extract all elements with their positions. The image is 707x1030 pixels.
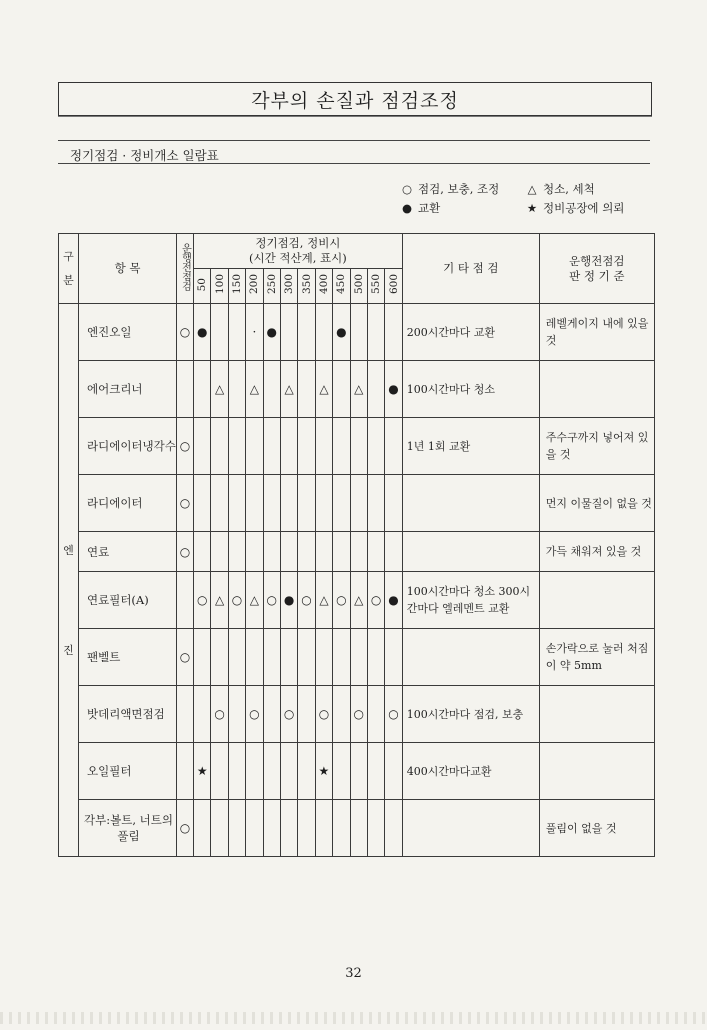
interval-mark-cell <box>194 475 211 532</box>
table-row <box>59 532 655 572</box>
legend-item: ★ 정비공장에 의뢰 <box>525 199 624 218</box>
legend-item: ○ 점검, 보충, 조정 <box>400 180 525 199</box>
interval-mark-cell <box>298 418 315 475</box>
interval-mark-cell <box>367 800 384 857</box>
interval-mark-cell <box>228 743 245 800</box>
category-engine: 엔 진 <box>59 304 79 857</box>
hour-header-cell: 600 <box>385 269 402 304</box>
interval-mark-cell <box>385 475 402 532</box>
interval-mark-cell <box>194 686 211 743</box>
interval-mark-cell: △ <box>350 361 367 418</box>
divider-bottom <box>58 163 650 164</box>
criteria-cell: 주수구까지 넣어져 있을 것 <box>539 418 654 475</box>
interval-mark-cell <box>280 532 297 572</box>
interval-mark-cell: ● <box>280 572 297 629</box>
item-cell: 각부:볼트, 너트의 풀림 <box>79 800 177 857</box>
interval-mark-cell: △ <box>211 572 228 629</box>
hour-header-cell: 350 <box>298 269 315 304</box>
interval-mark-cell <box>298 361 315 418</box>
interval-mark-cell <box>211 629 228 686</box>
table-row <box>59 686 655 743</box>
gubun-header: 구 분 <box>59 234 79 304</box>
interval-mark-cell <box>263 418 280 475</box>
interval-mark-cell: ○ <box>298 572 315 629</box>
table-row <box>59 629 655 686</box>
interval-mark-cell <box>367 361 384 418</box>
interval-mark-cell <box>228 686 245 743</box>
interval-mark-cell <box>333 629 350 686</box>
interval-mark-cell <box>228 304 245 361</box>
interval-mark-cell: △ <box>350 572 367 629</box>
interval-mark-cell <box>228 361 245 418</box>
interval-mark-cell <box>298 629 315 686</box>
triangle-icon: △ <box>527 182 537 196</box>
interval-mark-cell <box>367 418 384 475</box>
interval-mark-cell <box>228 629 245 686</box>
interval-mark-cell <box>367 532 384 572</box>
interval-mark-cell <box>246 418 263 475</box>
interval-mark-cell: ● <box>385 361 402 418</box>
interval-mark-cell: ○ <box>385 686 402 743</box>
interval-mark-cell <box>211 304 228 361</box>
interval-mark-cell <box>228 800 245 857</box>
interval-mark-cell <box>350 629 367 686</box>
interval-mark-cell: ○ <box>367 572 384 629</box>
interval-mark-cell: ★ <box>194 743 211 800</box>
interval-mark-cell <box>280 475 297 532</box>
other-check-cell <box>402 629 539 686</box>
item-cell: 팬벨트 <box>79 629 177 686</box>
hour-header-cell: 400 <box>315 269 332 304</box>
interval-mark-cell <box>228 418 245 475</box>
interval-mark-cell: ○ <box>246 686 263 743</box>
legend-item: △ 청소, 세척 <box>525 180 595 199</box>
interval-mark-cell: ● <box>263 304 280 361</box>
interval-mark-cell <box>228 475 245 532</box>
interval-mark-cell <box>194 532 211 572</box>
interval-mark-cell: ○ <box>228 572 245 629</box>
item-cell: 연료필터(A) <box>79 572 177 629</box>
table-row <box>59 800 655 857</box>
interval-mark-cell <box>333 743 350 800</box>
legend <box>400 180 650 218</box>
interval-mark-cell <box>315 800 332 857</box>
interval-mark-cell <box>263 361 280 418</box>
section-subtitle: 정기점검 · 정비개소 일람표 <box>70 148 219 163</box>
divider-top <box>58 140 650 141</box>
item-cell: 오일필터 <box>79 743 177 800</box>
interval-mark-cell <box>367 475 384 532</box>
other-check-cell: 1년 1회 교환 <box>402 418 539 475</box>
interval-mark-cell <box>315 418 332 475</box>
interval-mark-cell <box>298 743 315 800</box>
criteria-cell <box>539 361 654 418</box>
interval-mark-cell: ○ <box>211 686 228 743</box>
interval-mark-cell <box>315 532 332 572</box>
interval-mark-cell: ○ <box>333 572 350 629</box>
interval-mark-cell <box>228 532 245 572</box>
page-title: 각부의 손질과 점검조정 <box>251 89 459 112</box>
interval-mark-cell <box>263 743 280 800</box>
interval-mark-cell: △ <box>211 361 228 418</box>
interval-mark-cell <box>350 532 367 572</box>
criteria-cell: 손가락으로 눌러 처짐이 약 5mm <box>539 629 654 686</box>
interval-mark-cell <box>280 800 297 857</box>
interval-mark-cell <box>246 743 263 800</box>
interval-mark-cell <box>280 743 297 800</box>
other-check-cell <box>402 800 539 857</box>
hour-header-cell: 50 <box>194 269 211 304</box>
pre-op-cell: ○ <box>177 532 194 572</box>
interval-mark-cell <box>367 743 384 800</box>
interval-mark-cell <box>315 304 332 361</box>
hour-header-cell: 550 <box>367 269 384 304</box>
header-row <box>59 234 655 269</box>
interval-mark-cell <box>385 418 402 475</box>
interval-mark-cell <box>280 418 297 475</box>
criteria-cell <box>539 743 654 800</box>
inspection-table <box>58 233 655 857</box>
interval-mark-cell: ★ <box>315 743 332 800</box>
interval-mark-cell <box>263 629 280 686</box>
hour-header-cell: 150 <box>228 269 245 304</box>
item-cell: 밧데리액면점검 <box>79 686 177 743</box>
interval-mark-cell <box>194 361 211 418</box>
interval-mark-cell <box>246 475 263 532</box>
periodic-header: 정기점검, 정비시 (시간 적산계, 표시) <box>194 234 403 269</box>
interval-mark-cell: △ <box>315 572 332 629</box>
criteria-cell: 레벨게이지 내에 있을 것 <box>539 304 654 361</box>
interval-mark-cell: ○ <box>350 686 367 743</box>
interval-mark-cell: △ <box>246 572 263 629</box>
other-check-cell: 100시간마다 청소 300시간마다 엘레멘트 교환 <box>402 572 539 629</box>
other-check-cell: 100시간마다 점검, 보충 <box>402 686 539 743</box>
interval-mark-cell <box>333 361 350 418</box>
circle-icon: ○ <box>401 182 413 196</box>
pre-op-cell: ○ <box>177 418 194 475</box>
interval-mark-cell <box>263 686 280 743</box>
item-cell: 에어크리너 <box>79 361 177 418</box>
interval-mark-cell: △ <box>315 361 332 418</box>
hour-header-cell: 500 <box>350 269 367 304</box>
interval-mark-cell <box>385 800 402 857</box>
legend-item: ● 교환 <box>400 199 525 218</box>
interval-mark-cell <box>333 532 350 572</box>
other-check-cell: 200시간마다 교환 <box>402 304 539 361</box>
other-check-cell: 100시간마다 청소 <box>402 361 539 418</box>
filled-circle-icon: ● <box>401 201 413 215</box>
interval-mark-cell <box>385 629 402 686</box>
pre-op-cell: ○ <box>177 475 194 532</box>
interval-mark-cell <box>333 475 350 532</box>
pre-op-cell: ○ <box>177 800 194 857</box>
interval-mark-cell <box>385 304 402 361</box>
hour-header-cell: 200 <box>246 269 263 304</box>
other-header: 기 타 점 검 <box>402 234 539 304</box>
interval-mark-cell <box>333 686 350 743</box>
interval-mark-cell <box>263 532 280 572</box>
other-check-cell <box>402 475 539 532</box>
page-title-box <box>58 82 652 116</box>
criteria-cell: 풀림이 없을 것 <box>539 800 654 857</box>
interval-mark-cell <box>298 532 315 572</box>
criteria-cell: 가득 채워져 있을 것 <box>539 532 654 572</box>
interval-mark-cell <box>350 800 367 857</box>
star-icon: ★ <box>526 201 538 215</box>
table-row <box>59 475 655 532</box>
interval-mark-cell <box>298 304 315 361</box>
interval-mark-cell <box>367 629 384 686</box>
interval-mark-cell <box>211 475 228 532</box>
interval-mark-cell: ○ <box>315 686 332 743</box>
interval-mark-cell <box>385 743 402 800</box>
interval-mark-cell <box>194 800 211 857</box>
interval-mark-cell: · <box>246 304 263 361</box>
interval-mark-cell <box>315 475 332 532</box>
interval-mark-cell <box>298 475 315 532</box>
interval-mark-cell: ○ <box>263 572 280 629</box>
hour-header-cell: 100 <box>211 269 228 304</box>
interval-mark-cell <box>385 532 402 572</box>
pre-op-cell: ○ <box>177 304 194 361</box>
interval-mark-cell: ● <box>194 304 211 361</box>
hour-header-cell: 250 <box>263 269 280 304</box>
item-cell: 연료 <box>79 532 177 572</box>
interval-mark-cell: △ <box>246 361 263 418</box>
other-check-cell: 400시간마다교환 <box>402 743 539 800</box>
item-cell: 라디에이터냉각수 <box>79 418 177 475</box>
table-row <box>59 572 655 629</box>
interval-mark-cell <box>211 418 228 475</box>
interval-mark-cell: ● <box>385 572 402 629</box>
pre-op-header: 운행전점검 <box>177 234 194 304</box>
interval-mark-cell <box>246 629 263 686</box>
interval-mark-cell <box>350 475 367 532</box>
interval-mark-cell <box>350 418 367 475</box>
interval-mark-cell <box>194 629 211 686</box>
interval-mark-cell <box>333 418 350 475</box>
criteria-cell <box>539 572 654 629</box>
criteria-cell <box>539 686 654 743</box>
interval-mark-cell: ○ <box>280 686 297 743</box>
pre-op-cell <box>177 361 194 418</box>
pre-op-cell <box>177 686 194 743</box>
interval-mark-cell: ○ <box>194 572 211 629</box>
interval-mark-cell <box>246 800 263 857</box>
interval-mark-cell <box>263 475 280 532</box>
interval-mark-cell <box>298 800 315 857</box>
page-number: 32 <box>345 966 362 981</box>
item-header: 항 목 <box>79 234 177 304</box>
table-row <box>59 361 655 418</box>
hour-header-cell: 300 <box>280 269 297 304</box>
interval-mark-cell <box>211 532 228 572</box>
interval-mark-cell: ● <box>333 304 350 361</box>
interval-mark-cell <box>333 800 350 857</box>
interval-mark-cell <box>350 304 367 361</box>
pre-op-cell <box>177 743 194 800</box>
interval-mark-cell <box>211 743 228 800</box>
scan-artifact <box>0 1012 707 1024</box>
interval-mark-cell <box>367 686 384 743</box>
table-row <box>59 304 655 361</box>
interval-mark-cell <box>350 743 367 800</box>
interval-mark-cell <box>263 800 280 857</box>
criteria-cell: 먼지 이물질이 없을 것 <box>539 475 654 532</box>
interval-mark-cell <box>211 800 228 857</box>
interval-mark-cell <box>315 629 332 686</box>
pre-op-cell <box>177 572 194 629</box>
item-cell: 엔진오일 <box>79 304 177 361</box>
item-cell: 라디에이터 <box>79 475 177 532</box>
table-row <box>59 743 655 800</box>
interval-mark-cell <box>367 304 384 361</box>
interval-mark-cell <box>280 304 297 361</box>
interval-mark-cell <box>280 629 297 686</box>
other-check-cell <box>402 532 539 572</box>
interval-mark-cell <box>194 418 211 475</box>
hour-header-cell: 450 <box>333 269 350 304</box>
interval-mark-cell <box>298 686 315 743</box>
table-row <box>59 418 655 475</box>
interval-mark-cell: △ <box>280 361 297 418</box>
pre-op-cell: ○ <box>177 629 194 686</box>
criteria-header: 운행전점검 판 정 기 준 <box>539 234 654 304</box>
interval-mark-cell <box>246 532 263 572</box>
